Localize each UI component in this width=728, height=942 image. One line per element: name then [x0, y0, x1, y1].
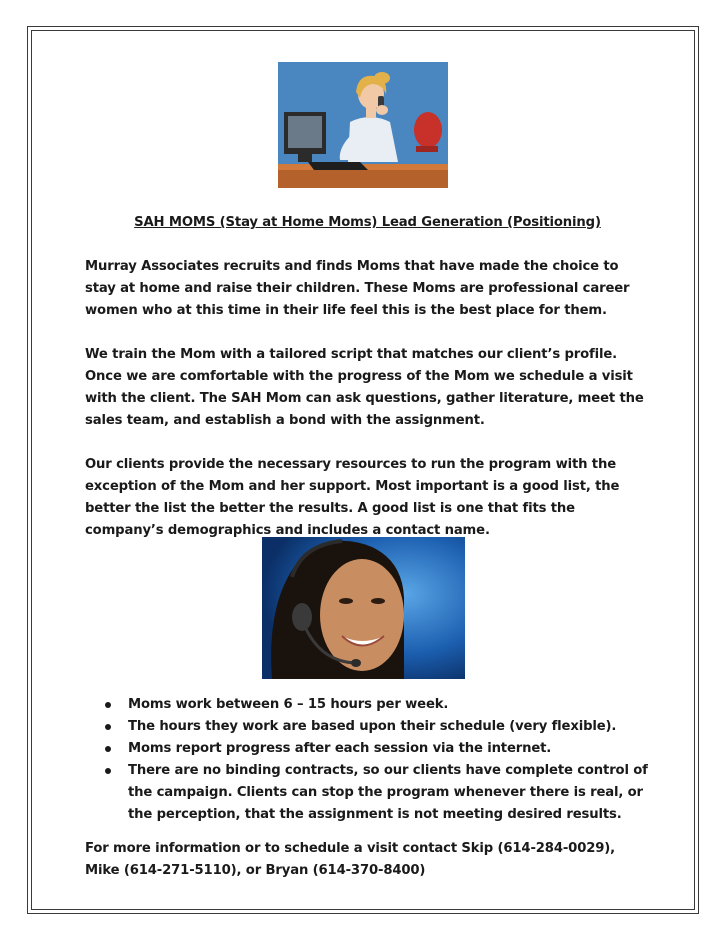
- list-item: [85, 694, 655, 716]
- bullet-list: [85, 694, 655, 826]
- document-body: [85, 212, 650, 564]
- contact-footer: For more information or to schedule a visit contact Skip (614-284-0029), Mike (614-271-5110), or Bryan (614-370-8400): [85, 841, 616, 878]
- list-item: [85, 760, 655, 826]
- list-item: [85, 738, 655, 760]
- bullet-icon: [105, 702, 111, 708]
- paragraph-clients: Our clients provide the necessary resources to run the program with the exception of the Mom and her support. Most important is a good list, the better the list the better the results. A good list is one that fits the company’s demographics and includes a contact name.: [85, 457, 620, 538]
- bullet-icon: [105, 768, 111, 774]
- bullet-icon: [105, 746, 111, 752]
- list-item-text: There are no binding contracts, so our clients have complete control of the campaign. Clients can stop the program whenever there is real, or the perception, that the assignment is not meeting desired results.: [128, 763, 648, 822]
- list-item-text: Moms work between 6 – 15 hours per week.: [128, 697, 449, 712]
- bullet-icon: [105, 724, 111, 730]
- paragraph-training: We train the Mom with a tailored script that matches our client’s profile. Once we are comfortable with the progress of the Mom we schedule a visit with the client. The SAH Mom can ask questions, gather literature, meet the sales team, and establish a bond with the assignment.: [85, 347, 644, 428]
- woman-at-computer-illustration: [278, 62, 448, 188]
- document-title: SAH MOMS (Stay at Home Moms) Lead Generation (Positioning): [134, 215, 601, 230]
- list-item-text: The hours they work are based upon their schedule (very flexible).: [128, 719, 617, 734]
- paragraph-intro: Murray Associates recruits and finds Moms that have made the choice to stay at home and raise their children. These Moms are professional career women who at this time in their life feel this is the best place for them.: [85, 259, 630, 318]
- list-item: [85, 716, 655, 738]
- list-item-text: Moms report progress after each session via the internet.: [128, 741, 552, 756]
